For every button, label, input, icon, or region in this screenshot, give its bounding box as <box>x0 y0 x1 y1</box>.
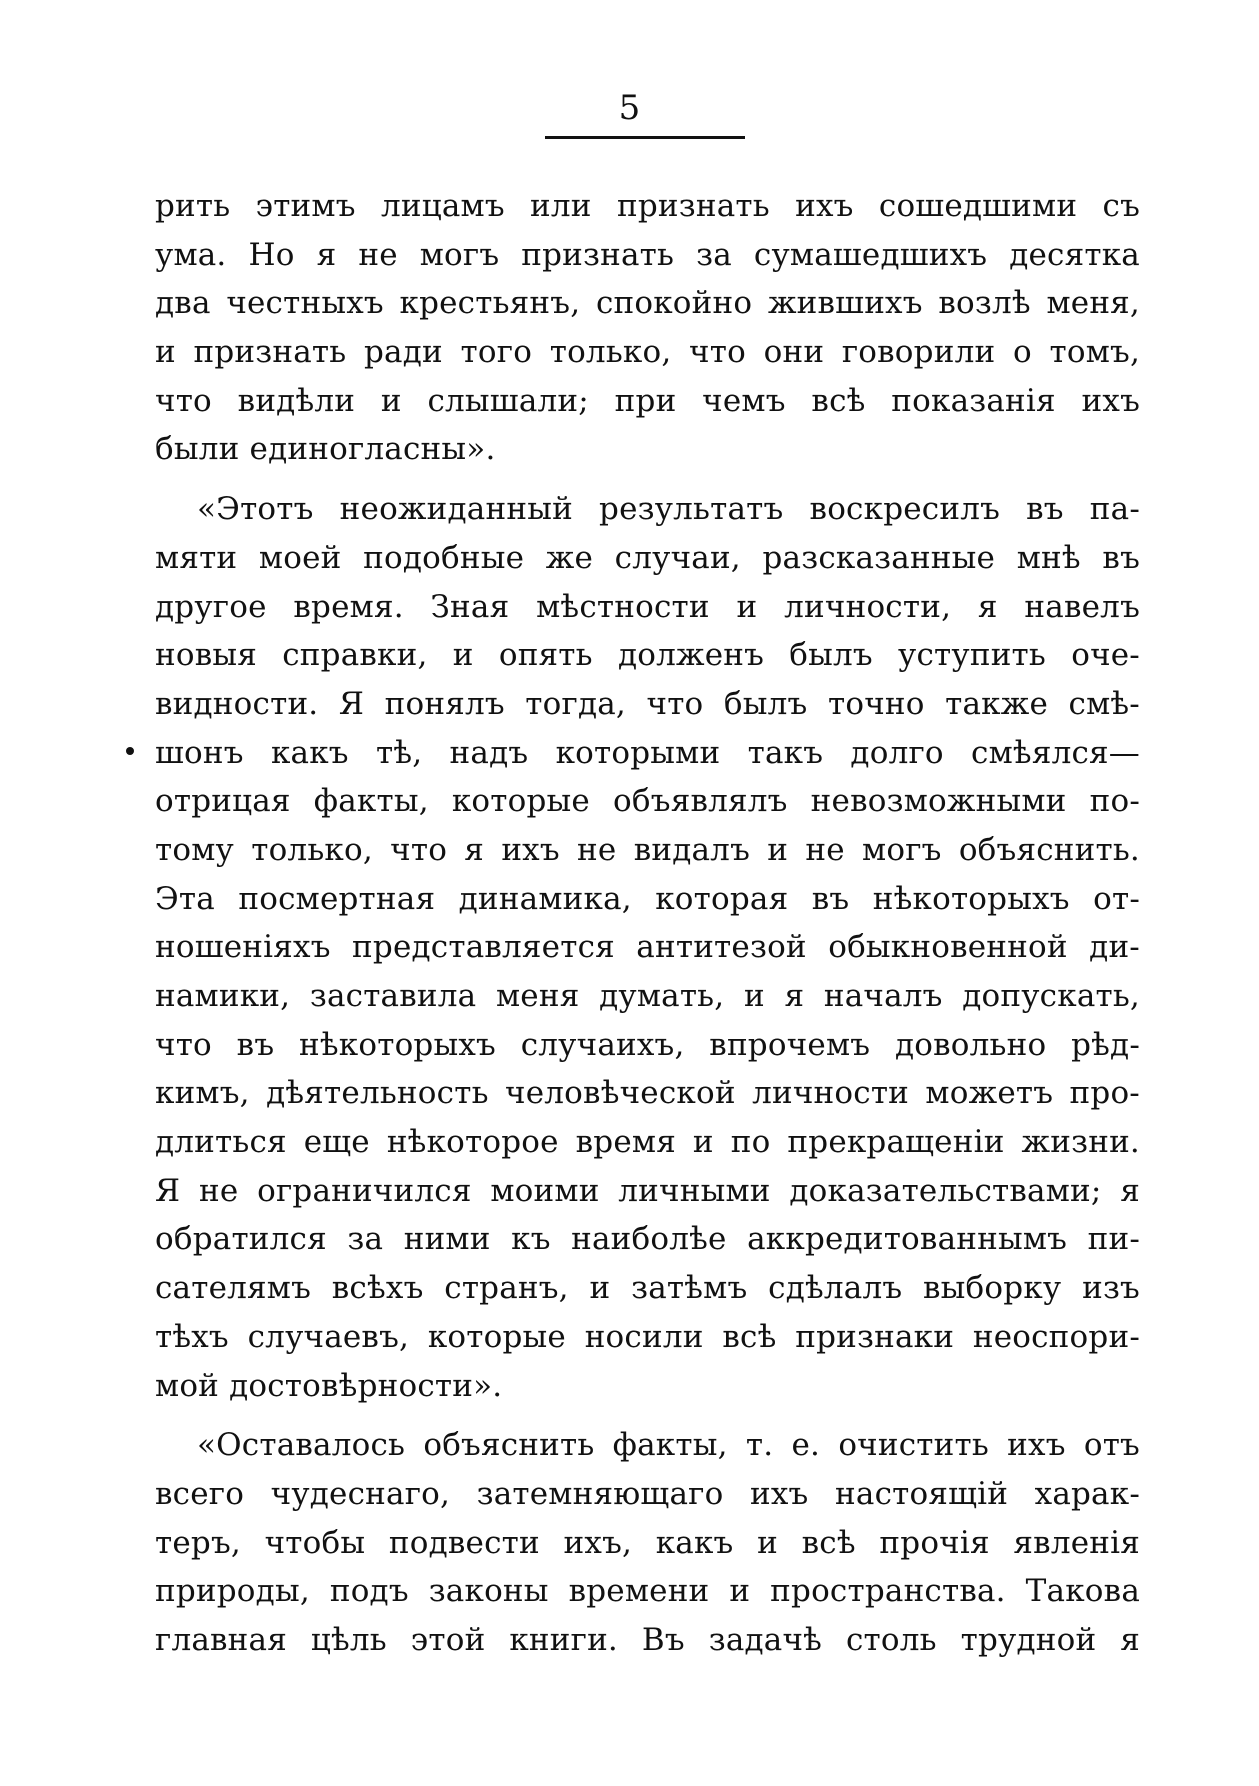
page-number: 5 <box>618 88 641 128</box>
text-line: намики, заставила меня думать, и я началъ допускать, <box>155 978 1140 1014</box>
text-line: сателямъ всѣхъ странъ, и затѣмъ сдѣлалъ выборку изъ <box>155 1270 1140 1307</box>
text-line: природы, подъ законы времени и пространства. Такова <box>155 1573 1140 1610</box>
text-line: ношеніяхъ представляется антитезой обыкновенной ди- <box>155 929 1140 966</box>
text-line: Эта посмертная динамика, которая въ нѣкоторыхъ от- <box>155 880 1140 917</box>
header-rule <box>545 136 745 139</box>
text-line: мой достовѣрности». <box>155 1367 503 1404</box>
text-line: были единогласны». <box>155 431 496 468</box>
text-line: ума. Но я не могъ признать за сумашедшихъ десятка <box>155 236 1140 273</box>
text-line: всего чудеснаго, затемняющаго ихъ настоящій харак- <box>155 1475 1140 1512</box>
text-line: рить этимъ лицамъ или признать ихъ сошедшими съ <box>155 188 1140 224</box>
text-line: новыя справки, и опять долженъ былъ уступить оче- <box>155 637 1140 674</box>
text-line: кимъ, дѣятельность человѣческой личности можетъ про- <box>155 1075 1140 1112</box>
paragraph-1 <box>155 182 1140 474</box>
body-text <box>155 182 1140 1676</box>
text-line: главная цѣль этой книги. Въ задачѣ столь трудной я <box>155 1621 1140 1658</box>
text-line: два честныхъ крестьянъ, спокойно жившихъ возлѣ меня, <box>155 285 1140 322</box>
text-line: и признать ради того только, что они говорили о томъ, <box>155 334 1140 371</box>
text-line: тому только, что я ихъ не видалъ и не могъ объяснить. <box>155 831 1140 868</box>
text-line: тѣхъ случаевъ, которые носили всѣ признаки неоспори- <box>155 1318 1140 1355</box>
text-line: отрицая факты, которые объявлялъ невозможными по- <box>155 783 1140 820</box>
text-line: что видѣли и слышали; при чемъ всѣ показанія ихъ <box>155 382 1140 419</box>
text-line: Я не ограничился моими личными доказательствами; я <box>155 1172 1140 1209</box>
paragraph-3 <box>155 1421 1140 1664</box>
text-line: мяти моей подобные же случаи, разсказанные мнѣ въ <box>155 539 1140 576</box>
text-line: другое время. Зная мѣстности и личности, я навелъ <box>155 588 1140 625</box>
margin-dot <box>126 747 134 755</box>
text-line: «Оставалось объяснить факты, т. е. очистить ихъ отъ <box>197 1427 1140 1464</box>
text-line: длиться еще нѣкоторое время и по прекращеніи жизни. <box>155 1124 1140 1161</box>
text-line: шонъ какъ тѣ, надъ которыми такъ долго смѣялся— <box>155 734 1140 771</box>
text-line: видности. Я понялъ тогда, что былъ точно также смѣ- <box>155 685 1140 722</box>
text-line: теръ, чтобы подвести ихъ, какъ и всѣ прочія явленія <box>155 1524 1140 1561</box>
text-line: «Этотъ неожиданный результатъ воскресилъ въ па- <box>197 491 1140 528</box>
text-line: что въ нѣкоторыхъ случаихъ, впрочемъ довольно рѣд- <box>155 1026 1140 1063</box>
paragraph-2 <box>155 485 1140 1410</box>
text-line: обратился за ними къ наиболѣе аккредитованнымъ пи- <box>155 1221 1140 1258</box>
